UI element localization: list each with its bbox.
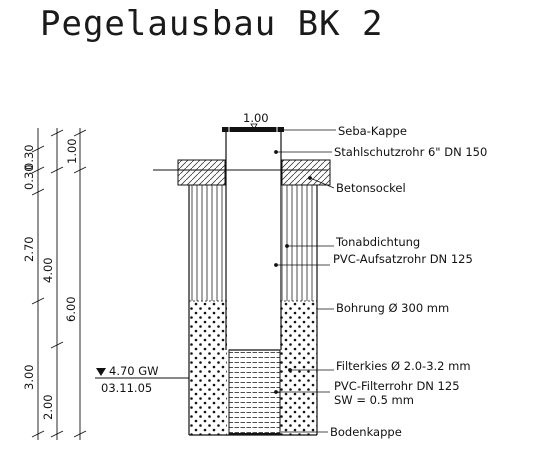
groundwater-date: 03.11.05 bbox=[101, 381, 153, 395]
label-bohrung: Bohrung Ø 300 mm bbox=[336, 301, 450, 315]
gravel-pack-right bbox=[280, 301, 317, 435]
dim-mid-1: 1.00 bbox=[65, 138, 79, 164]
dim-left-1: 0.30 bbox=[22, 144, 36, 170]
dim-mid-2: 4.00 bbox=[41, 257, 55, 283]
dim-left-4: 3.00 bbox=[22, 364, 36, 390]
top-dim-label: 1.00 bbox=[243, 111, 269, 125]
dim-left-2: 0.30 bbox=[22, 164, 36, 190]
filter-screen bbox=[229, 350, 280, 434]
label-bodenkappe: Bodenkappe bbox=[330, 425, 402, 439]
label-sw: SW = 0.5 mm bbox=[334, 393, 414, 407]
dim-column-right bbox=[74, 128, 86, 440]
groundwater-triangle bbox=[96, 368, 106, 376]
label-seba-kappe: Seba-Kappe bbox=[338, 124, 407, 138]
dim-left-3: 2.70 bbox=[22, 236, 36, 262]
dim-column-mid bbox=[51, 128, 63, 440]
clay-seal-left bbox=[189, 185, 225, 301]
label-stahlschutzrohr: Stahlschutzrohr 6" DN 150 bbox=[334, 145, 488, 159]
gravel-pack-left bbox=[189, 301, 227, 435]
clay-seal-right bbox=[282, 185, 317, 301]
groundwater-level: 4.70 GW bbox=[109, 364, 159, 378]
label-filterkies: Filterkies Ø 2.0-3.2 mm bbox=[336, 359, 471, 373]
concrete-base-right bbox=[282, 160, 330, 185]
concrete-base-left bbox=[178, 160, 225, 185]
dim-mid-3: 2.00 bbox=[41, 394, 55, 420]
dim-right-1: 6.00 bbox=[64, 296, 78, 322]
diagram-title: Pegelausbau BK 2 bbox=[40, 4, 384, 44]
label-pvc-aufsatzrohr: PVC-Aufsatzrohr DN 125 bbox=[333, 252, 473, 266]
label-tonabdichtung: Tonabdichtung bbox=[336, 235, 421, 249]
label-pvc-filterrohr: PVC-Filterrohr DN 125 bbox=[334, 379, 460, 393]
label-betonsockel: Betonsockel bbox=[336, 181, 406, 195]
